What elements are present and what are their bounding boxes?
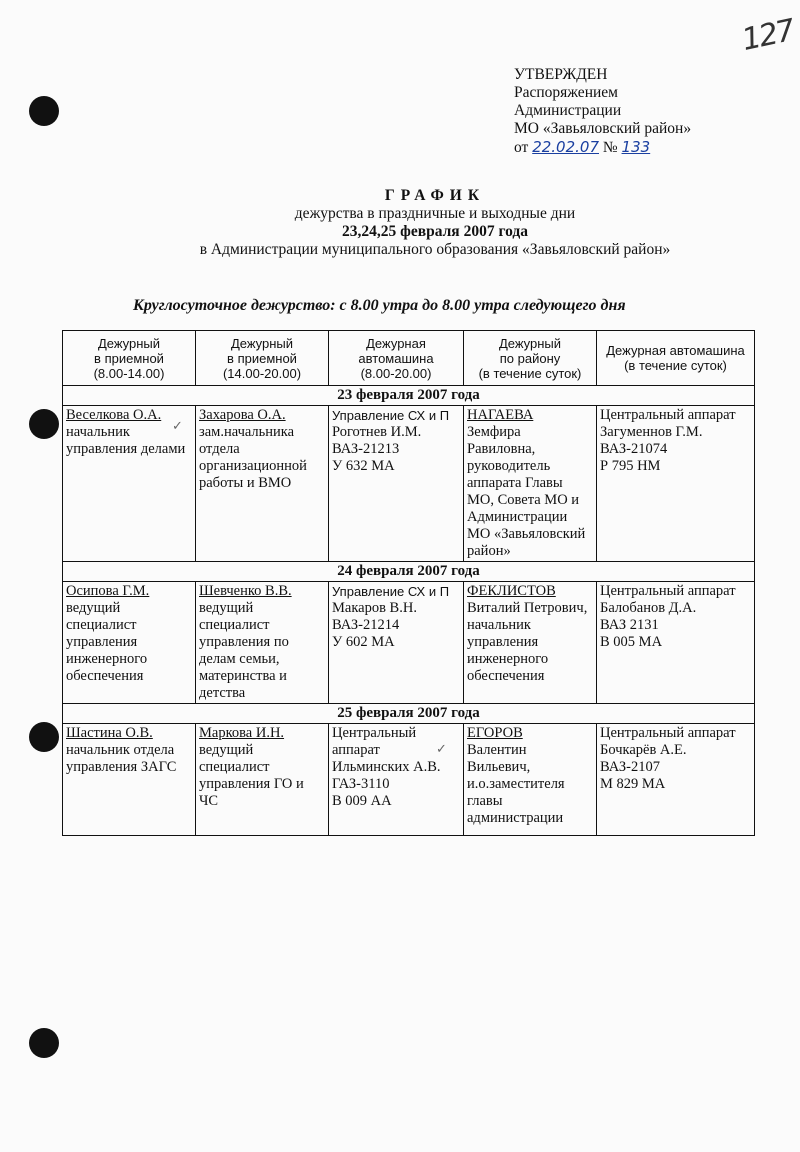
handwritten-date: 22.02.07	[532, 138, 599, 156]
date-row	[63, 386, 755, 406]
cell-district-duty: ЕГОРОВ Валентин Вильевич, и.о.заместителя главы администрации	[464, 724, 597, 836]
document-title	[180, 187, 690, 259]
header-reception-afternoon: Дежурный в приемной (14.00-20.00)	[196, 331, 329, 386]
date-label: 25 февраля 2007 года	[63, 704, 755, 724]
header-district-duty: Дежурный по району (в течение суток)	[464, 331, 597, 386]
table-header-row	[63, 331, 755, 386]
date-row	[63, 562, 755, 582]
cell-duty-car-24h: Центральный аппарат Бочкарёв А.Е. ВАЗ-2107 М 829 МА	[597, 724, 755, 836]
punch-hole-4	[29, 1028, 59, 1058]
title-subtitle: дежурства в праздничные и выходные дни	[294, 205, 576, 222]
approval-line-4: МО «Завьяловский район»	[514, 120, 692, 137]
cell-reception-morning: Осипова Г.М. ведущий специалист управления инженерного обеспечения	[63, 582, 196, 704]
title-dates: 23,24,25 февраля 2007 года	[342, 223, 528, 240]
date-prefix: от	[514, 139, 529, 156]
cell-reception-morning: Шастина О.В. начальник отдела управления ЗАГС	[63, 724, 196, 836]
duty-schedule-table	[62, 330, 755, 836]
punch-hole-3	[29, 722, 59, 752]
number-prefix: №	[602, 139, 618, 156]
punch-hole-2	[29, 409, 59, 439]
duty-regime: Круглосуточное дежурство: с 8.00 утра до 8.00 утра следующего дня	[133, 297, 626, 314]
header-reception-morning: Дежурный в приемной (8.00-14.00)	[63, 331, 196, 386]
cell-reception-afternoon: Шевченко В.В. ведущий специалист управления по делам семьи, материнства и детства	[196, 582, 329, 704]
approval-stamp	[514, 66, 691, 157]
cell-reception-afternoon: Маркова И.Н. ведущий специалист управления ГО и ЧС	[196, 724, 329, 836]
cell-reception-morning: Веселкова О.А. начальник управления делами	[63, 406, 196, 562]
cell-district-duty: ФЕКЛИСТОВ Виталий Петрович, начальник управления инженерного обеспечения	[464, 582, 597, 704]
title-organization: в Администрации муниципального образования «Завьяловский район»	[199, 241, 671, 258]
date-row	[63, 704, 755, 724]
cell-duty-car-24h: Центральный аппарат Загуменнов Г.М. ВАЗ-21074 Р 795 НМ	[597, 406, 755, 562]
date-label: 23 февраля 2007 года	[63, 386, 755, 406]
cell-reception-afternoon: Захарова О.А. зам.начальника отдела организационной работы и ВМО	[196, 406, 329, 562]
approval-date-line	[514, 138, 691, 157]
title-heading: ГРАФИК	[384, 187, 486, 204]
cell-duty-car-24h: Центральный аппарат Балобанов Д.А. ВАЗ 2131 В 005 МА	[597, 582, 755, 704]
cell-duty-car-day: Управление СХ и П Макаров В.Н. ВАЗ-21214 У 602 МА	[329, 582, 464, 704]
approval-line-3: Администрации	[514, 102, 622, 119]
table-row	[63, 582, 755, 704]
header-duty-car-day: Дежурная автомашина (8.00-20.00)	[329, 331, 464, 386]
table-row	[63, 406, 755, 562]
cell-district-duty: НАГАЕВА Земфира Равиловна, руководитель аппарата Главы МО, Совета МО и Администрации МО «Завьяловский район»	[464, 406, 597, 562]
cell-duty-car-day: Управление СХ и П Роготнев И.М. ВАЗ-21213 У 632 МА	[329, 406, 464, 562]
punch-hole-1	[29, 96, 59, 126]
handwritten-number: 133	[621, 138, 651, 156]
handwritten-page-number: 127	[738, 13, 797, 58]
cell-duty-car-day: Центральный аппарат Ильминских А.В. ГАЗ-3110 В 009 АА	[329, 724, 464, 836]
date-label: 24 февраля 2007 года	[63, 562, 755, 582]
check-mark-icon: ✓	[436, 742, 447, 757]
header-duty-car-24h: Дежурная автомашина (в течение суток)	[597, 331, 755, 386]
approval-line-2: Распоряжением	[514, 84, 618, 101]
table-row	[63, 724, 755, 836]
check-mark-icon: ✓	[172, 419, 183, 434]
approval-line-1: УТВЕРЖДЕН	[514, 66, 608, 83]
